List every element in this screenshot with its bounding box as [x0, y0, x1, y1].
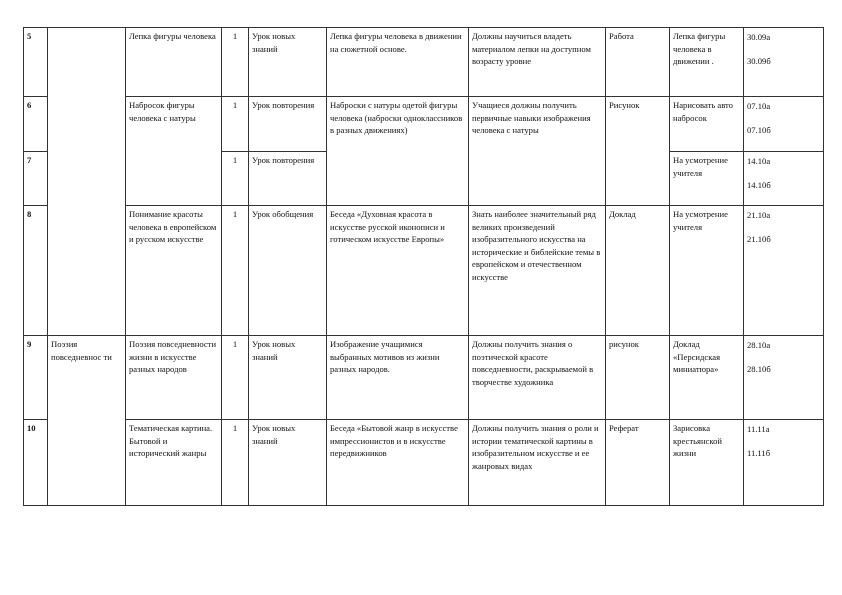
lesson-requirements: Учащиеся должны получить первичные навыки изображения человека с натуры: [469, 97, 606, 206]
lesson-homework: Нарисовать авто набросок: [670, 97, 744, 152]
lesson-requirements: Должны получить знания о поэтической красоте повседневности, раскрываемой в творчестве художника: [469, 336, 606, 420]
lesson-number: 8: [24, 206, 48, 336]
lesson-hours: 1: [222, 420, 249, 506]
lesson-homework: Лепка фигуры человека в движении .: [670, 28, 744, 97]
lesson-topic: Понимание красоты человека в европейском и русском искусстве: [126, 206, 222, 336]
date-b: 21.10б: [747, 233, 771, 244]
table-row: [24, 336, 824, 420]
lesson-plan-table: [23, 27, 824, 506]
lesson-hours: 1: [222, 336, 249, 420]
lesson-type: Урок новых знаний: [249, 336, 327, 420]
date-b: 14.10б: [747, 179, 771, 190]
lesson-topic: Поэзия повседневности жизни в искусстве разных народов: [126, 336, 222, 420]
lesson-requirements: Должны получить знания о роли и истории тематической картины в изобразительном искусстве и ее жанровых видах: [469, 420, 606, 506]
table-row: [24, 97, 824, 152]
lesson-control: Работа: [606, 28, 670, 97]
lesson-requirements: Знать наиболее значительный ряд великих произведений изобразительного искусства на исторические и библейские темы в европейском и отечественном искусстве: [469, 206, 606, 336]
lesson-topic: Лепка фигуры человека: [126, 28, 222, 97]
lesson-control: Доклад: [606, 206, 670, 336]
lesson-hours: 1: [222, 152, 249, 206]
lesson-homework: На усмотрение учителя: [670, 152, 744, 206]
date-b: 11.11б: [747, 447, 771, 458]
section-cell: [48, 28, 126, 336]
lesson-type: Урок новых знаний: [249, 420, 327, 506]
date-a: 11.11а: [747, 424, 770, 434]
lesson-hours: 1: [222, 28, 249, 97]
section-cell: Поэзия повседневнос ти: [48, 336, 126, 506]
lesson-control: Рисунок: [606, 97, 670, 206]
lesson-control: рисунок: [606, 336, 670, 420]
lesson-homework: Доклад «Персидская миниатюра»: [670, 336, 744, 420]
date-a: 14.10а: [747, 156, 771, 166]
table-row: [24, 206, 824, 336]
lesson-number: 10: [24, 420, 48, 506]
table-row: [24, 420, 824, 506]
lesson-dates: [744, 420, 824, 506]
lesson-topic: Тематическая картина. Бытовой и исторический жанры: [126, 420, 222, 506]
lesson-content: Лепка фигуры человека в движении на сюжетной основе.: [327, 28, 469, 97]
lesson-dates: [744, 152, 824, 206]
lesson-number: 5: [24, 28, 48, 97]
lesson-dates: [744, 336, 824, 420]
date-b: 28.10б: [747, 363, 771, 374]
lesson-number: 7: [24, 152, 48, 206]
lesson-dates: [744, 206, 824, 336]
date-a: 07.10а: [747, 101, 771, 111]
date-a: 28.10а: [747, 340, 771, 350]
lesson-number: 9: [24, 336, 48, 420]
lesson-dates: [744, 28, 824, 97]
date-b: 07.10б: [747, 124, 771, 135]
lesson-homework: На усмотрение учителя: [670, 206, 744, 336]
lesson-requirements: Должны научиться владеть материалом лепки на доступном возрасту уровне: [469, 28, 606, 97]
lesson-type: Урок повторения: [249, 152, 327, 206]
lesson-content: Изображение учащимися выбранных мотивов из жизни разных народов.: [327, 336, 469, 420]
lesson-hours: 1: [222, 97, 249, 152]
lesson-homework: Зарисовка крестьянской жизни: [670, 420, 744, 506]
date-b: 30.09б: [747, 55, 771, 66]
date-a: 21.10а: [747, 210, 771, 220]
lesson-dates: [744, 97, 824, 152]
lesson-type: Урок повторения: [249, 97, 327, 152]
date-a: 30.09а: [747, 32, 771, 42]
lesson-type: Урок новых знаний: [249, 28, 327, 97]
lesson-hours: 1: [222, 206, 249, 336]
lesson-content: Беседа «Бытовой жанр в искусстве импрессионистов и в искусстве передвижников: [327, 420, 469, 506]
lesson-content: Беседа «Духовная красота в искусстве русской иконописи и готическом искусстве Европы»: [327, 206, 469, 336]
lesson-type: Урок обобщения: [249, 206, 327, 336]
lesson-topic: Набросок фигуры человека с натуры: [126, 97, 222, 206]
table-row: [24, 28, 824, 97]
lesson-content: Наброски с натуры одетой фигуры человека (наброски одноклассников в разных движениях): [327, 97, 469, 206]
lesson-control: Реферат: [606, 420, 670, 506]
lesson-number: 6: [24, 97, 48, 152]
